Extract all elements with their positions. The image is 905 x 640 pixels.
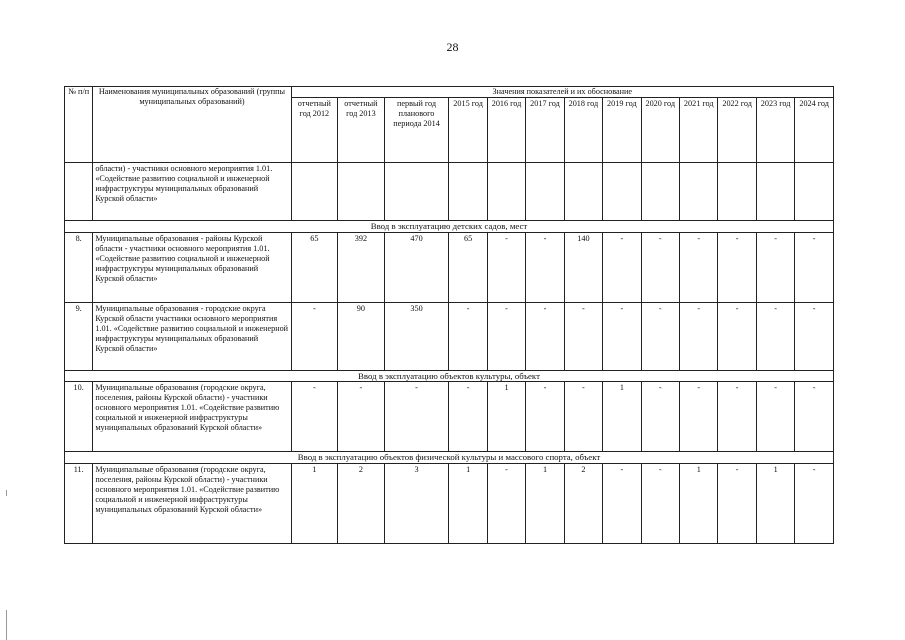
row-value: - xyxy=(526,382,564,452)
header-year: 2020 год xyxy=(641,98,679,163)
header-year: 2015 год xyxy=(449,98,487,163)
row-name: Муниципальные образования (городские округа, поселения, районы Курской области) - участники основного мероприятия 1.01. «Содействие развитию социальной и инженерной инфраструктуры муниципальных образований Курской области» xyxy=(93,464,291,544)
table-row xyxy=(65,464,834,544)
row-value: 65 xyxy=(291,232,338,302)
row-number: 9. xyxy=(65,302,93,370)
row-value: - xyxy=(384,382,449,452)
header-year: 2022 год xyxy=(718,98,756,163)
header-year: 2018 год xyxy=(564,98,602,163)
row-number: 11. xyxy=(65,464,93,544)
header-name: Наименования муниципальных образований (группы муниципальных образований) xyxy=(93,87,291,163)
section-title: Ввод в эксплуатацию объектов физической культуры и массового спорта, объект xyxy=(65,452,834,464)
header-year: 2017 год xyxy=(526,98,564,163)
row-value: 470 xyxy=(384,232,449,302)
row-value: - xyxy=(641,382,679,452)
row-name: области) - участники основного мероприятия 1.01. «Содействие развитию социальной и инженерной инфраструктуры муниципальных образований Курской области» xyxy=(93,163,291,221)
row-name: Муниципальные образования - городские округа Курской области участники основного мероприятия 1.01. «Содействие развитию социальной и инженерной инфраструктуры муниципальных образований Курской области» xyxy=(93,302,291,370)
row-value xyxy=(680,163,718,221)
row-value: 392 xyxy=(338,232,385,302)
row-value xyxy=(449,163,487,221)
row-value: 140 xyxy=(564,232,602,302)
row-value: - xyxy=(641,464,679,544)
row-value xyxy=(756,163,794,221)
row-name: Муниципальные образования (городские округа, поселения, районы Курской области) - участники основного мероприятия 1.01. «Содействие развитию социальной и инженерной инфраструктуры муниципальных образований Курской области» xyxy=(93,382,291,452)
row-value xyxy=(603,163,641,221)
indicators-table xyxy=(64,86,834,544)
row-value: - xyxy=(487,302,525,370)
row-value: - xyxy=(338,382,385,452)
row-value: - xyxy=(756,232,794,302)
row-value xyxy=(338,163,385,221)
header-year: 2024 год xyxy=(795,98,834,163)
section-title: Ввод в эксплуатацию объектов культуры, объект xyxy=(65,370,834,382)
row-value: 1 xyxy=(680,464,718,544)
row-value: - xyxy=(795,232,834,302)
section-row xyxy=(65,452,834,464)
row-value: - xyxy=(449,382,487,452)
header-year: отчетный год 2013 xyxy=(338,98,385,163)
table-row xyxy=(65,163,834,221)
row-value: - xyxy=(564,382,602,452)
row-value: - xyxy=(603,302,641,370)
row-value: - xyxy=(487,232,525,302)
row-value xyxy=(718,163,756,221)
row-value: - xyxy=(756,302,794,370)
row-value: 1 xyxy=(603,382,641,452)
row-value: - xyxy=(641,302,679,370)
row-value: 1 xyxy=(487,382,525,452)
page-number: 28 xyxy=(446,40,459,54)
row-value: - xyxy=(291,302,338,370)
header-year: первый год планового периода 2014 xyxy=(384,98,449,163)
row-value: - xyxy=(795,382,834,452)
header-year: отчетный год 2012 xyxy=(291,98,338,163)
row-value: 1 xyxy=(291,464,338,544)
row-value: - xyxy=(718,464,756,544)
row-value: - xyxy=(756,382,794,452)
row-value xyxy=(526,163,564,221)
row-value: 350 xyxy=(384,302,449,370)
row-value: - xyxy=(291,382,338,452)
row-value: 1 xyxy=(756,464,794,544)
row-value: - xyxy=(680,232,718,302)
row-value: - xyxy=(449,302,487,370)
scan-edge-marks xyxy=(6,490,7,640)
header-number: № п/п xyxy=(65,87,93,163)
row-value: 1 xyxy=(526,464,564,544)
row-number: 10. xyxy=(65,382,93,452)
row-value: - xyxy=(641,232,679,302)
row-value: - xyxy=(603,232,641,302)
table-row xyxy=(65,232,834,302)
header-year: 2021 год xyxy=(680,98,718,163)
row-value: 1 xyxy=(449,464,487,544)
table-row xyxy=(65,302,834,370)
row-value xyxy=(487,163,525,221)
row-value: 65 xyxy=(449,232,487,302)
header-year: 2016 год xyxy=(487,98,525,163)
table-row xyxy=(65,382,834,452)
row-value: - xyxy=(718,382,756,452)
row-value: - xyxy=(795,302,834,370)
row-value xyxy=(795,163,834,221)
row-value xyxy=(564,163,602,221)
header-year: 2023 год xyxy=(756,98,794,163)
row-value: 2 xyxy=(564,464,602,544)
row-value xyxy=(291,163,338,221)
row-name: Муниципальные образования - районы Курской области - участники основного мероприятия 1.01. «Содействие развитию социальной и инженерной инфраструктуры муниципальных образований Курской области» xyxy=(93,232,291,302)
section-title: Ввод в эксплуатацию детских садов, мест xyxy=(65,221,834,233)
section-row xyxy=(65,370,834,382)
row-value: - xyxy=(718,302,756,370)
row-value: - xyxy=(603,464,641,544)
row-value: - xyxy=(526,302,564,370)
row-value: - xyxy=(564,302,602,370)
header-values-group: Значения показателей и их обоснование xyxy=(291,87,833,98)
row-value: - xyxy=(718,232,756,302)
row-value: - xyxy=(487,464,525,544)
row-value: - xyxy=(680,302,718,370)
row-value xyxy=(641,163,679,221)
row-value: - xyxy=(680,382,718,452)
row-value: - xyxy=(795,464,834,544)
row-number: 8. xyxy=(65,232,93,302)
row-value: 90 xyxy=(338,302,385,370)
section-row xyxy=(65,221,834,233)
header-year: 2019 год xyxy=(603,98,641,163)
row-value: 2 xyxy=(338,464,385,544)
row-number xyxy=(65,163,93,221)
row-value xyxy=(384,163,449,221)
row-value: - xyxy=(526,232,564,302)
row-value: 3 xyxy=(384,464,449,544)
